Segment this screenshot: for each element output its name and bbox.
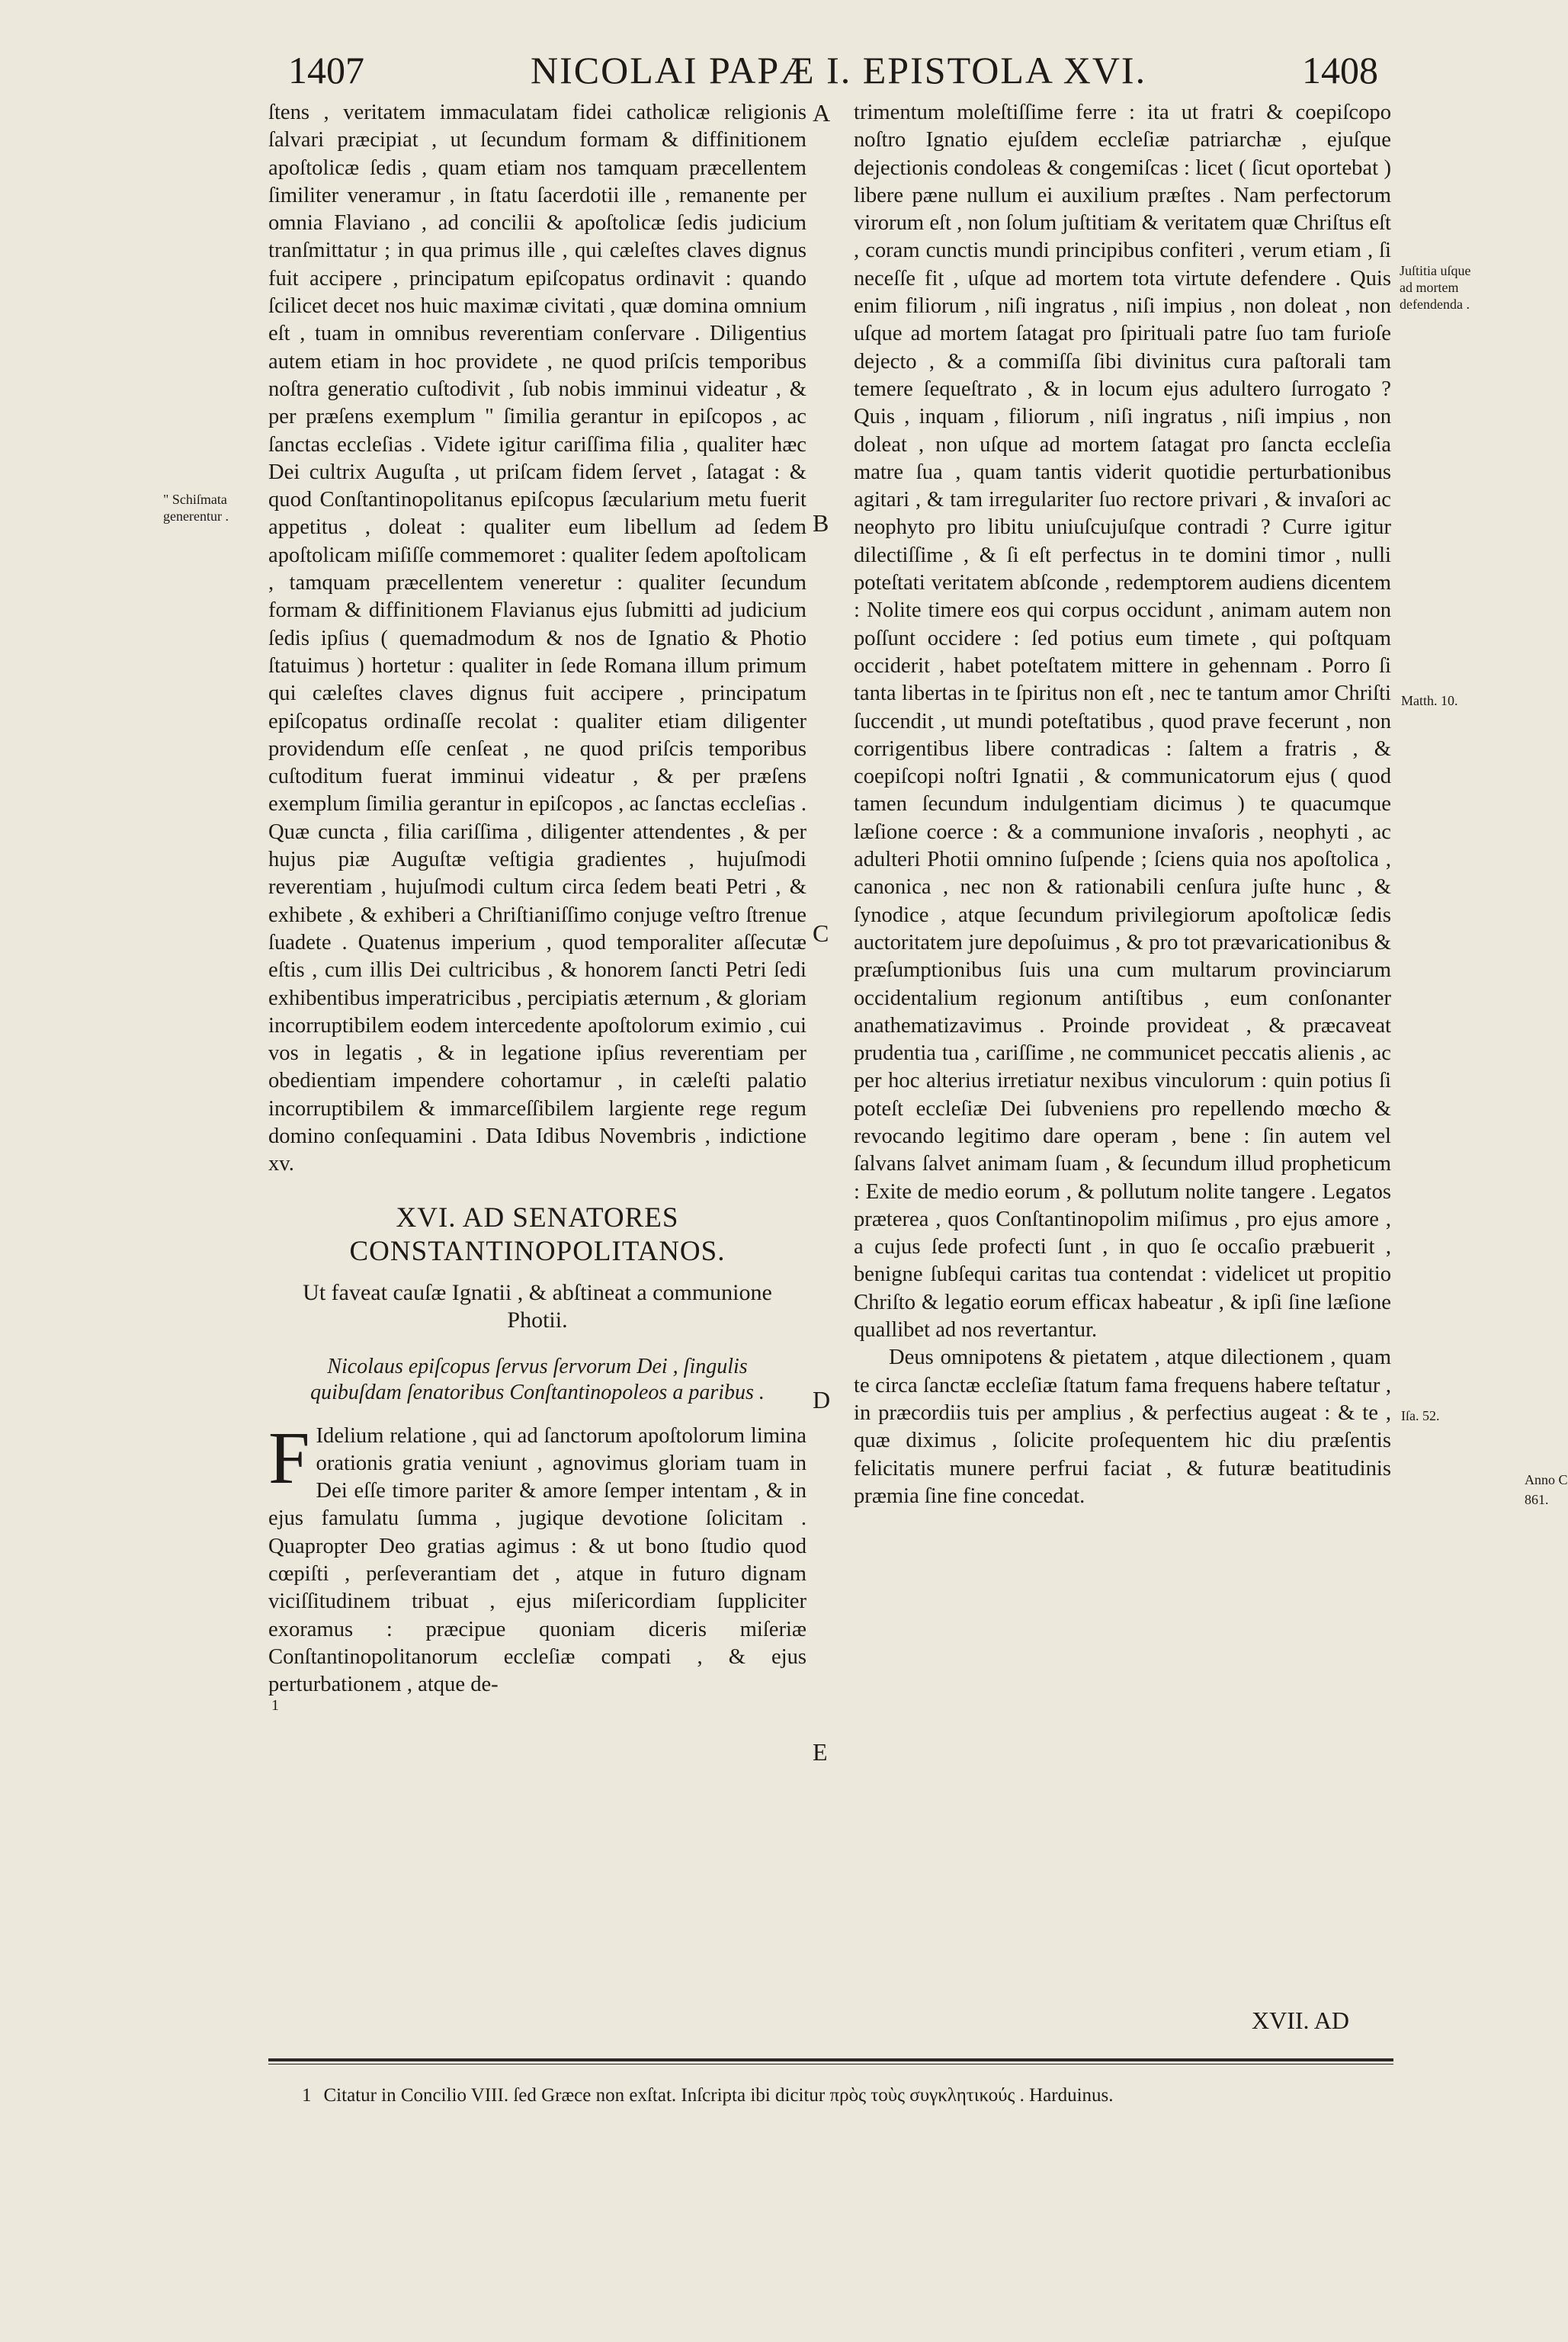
margin-note-isa: Iſa. 52. xyxy=(1401,1408,1440,1423)
margin-note-justitia: Juſtitia uſque ad mortem defendenda . xyxy=(1400,263,1471,312)
margin-note-anno-number: 861. xyxy=(1525,1492,1549,1507)
running-title: NICOLAI PAPÆ I. EPISTOLA XVI. xyxy=(531,49,1147,91)
footnote-rule xyxy=(268,2058,1393,2061)
section-subtitle: Ut faveat cauſæ Ignatii , & abſtineat a communione Photii. xyxy=(303,1279,772,1333)
right-paragraph-1: trimentum moleſtiſſime ferre : ita ut fratri & coepiſcopo noſtro Ignatio ejuſdem eccleſiæ patriarchæ , ejuſque dejectionis condoleas & congemiſcas : licet ( ſicut oportebat ) libere pæne nullum ei auxilium præſtes . Nam perfectorum virorum eſt , non ſolum juſtitiam & veritatem quæ Chriſtus eſt , coram cunctis mundi principibus confiteri , verum etiam , ſi neceſſe fit , uſque ad mortem tota virtute defendere . Quis enim filiorum , niſi ingratus , niſi impius , non doleat , non uſque ad mortem ſatagat pro ſpirituali patre ſuo tam furioſe dejecto , & a commiſſa ſibi divinitus cura paſtorali tam temere ſequeſtrato , & in locum ejus adultero ſurrogato ? Quis , inquam , filiorum , niſi ingratus , niſi impius , non doleat , non uſque ad mortem ſatagat pro ſancta eccleſia matre ſua , quam tantis viderit quotidie perturbationibus agitari , & tam irregulariter ſuo rectore privari , & invaſori ac neophyto pro libitu uniuſcujuſque contradi ? Curre igitur dilectiſſime , & ſi eſt perfectus in te domini timor , nulli poteſtati veritatem abſconde , redemptorem audiens dicentem : Nolite timere eos qui corpus occidunt , animam autem non poſſunt occidere : ſed potius eum timete , qui poſtquam occiderit , habet poteſtatem mittere in gehennam . Porro ſi tanta libertas in te ſpiritus non eſt , nec te tantum amor Chriſti ſuccendit , ut mundi poteſtatibus , quod prave fecerunt , non corrigentibus libere contradicas : ſaltem a fratris , & coepiſcopi noſtri Ignatii , & communicatorum ejus ( quod tamen ſecundum indulgentiam dicimus ) te quacumque læſione coerce : & a communione invaſoris , neophyti , ac adulteri Photii omnino ſuſpende ; ſciens quia nos apoſtolica , canonica , nec non & rationabili cenſura juſte hunc , & ſynodice , atque ſecundum privilegiorum apoſtolicæ ſedis auctoritatem jure depoſuimus , & pro tot prævaricationibus & præſumptionibus ſuis una cum multarum provinciarum occidentalium regionum antiſtibus , eum conſonanter anathematizavimus . Proinde provideat , & præcaveat prudentia tua , cariſſime , ne communicet peccatis alienis , ac per hoc alterius irretiatur nexibus vinculorum : quin potius ſi poteſt eccleſiæ Dei ſubveniens pro repellendo mœcho & revocando legitimo dare operam , bene : ſin autem vel ſalvans ſalvet animam ſuam , & ſecundum illud propheticum : Exite de medio eorum , & pollutum nolite tangere . Legatos præterea , quos Conſtantinopolim miſimus , pro ejus amore , a cujus ſede profecti ſunt , in quo ſe occaſio præbuerit , benigne ſubſequi caritas tua contendat : videlicet ut propitio Chriſto & legatio eorum efficax habeatur , & ipſi ſine læſione quallibet ad nos revertantur. xyxy=(854,101,1391,1343)
section-letter-c: C xyxy=(813,919,829,947)
left-paragraph-1: ſtens , veritatem immaculatam fidei catholicæ religionis ſalvari præcipiat , ut ſecundum formam & diffinitionem apoſtolicæ ſedis , quam etiam nos tamquam præcellentem ſimiliter veneramur , in ſtatu ſacerdotii ille , remanente per omnia Flaviano , ad concilii & apoſtolicæ ſedis judicium tranſmittatur ; in qua primus ille , qui cæleſtes claves dignus fuit accipere , principatum epiſcopatus ordinavit : quando ſcilicet decet nos huic maximæ civitati , quæ domina omnium eſt , tuam in omnibus reverentiam conſervare . Diligentius autem etiam in hoc providete , ne quod priſcis temporibus noſtra generatio cuſtodivit , ſub nobis imminui videatur , & per præſens exemplum " ſimilia gerantur in epiſcopos , ac ſanctas eccleſias . Videte igitur cariſſima filia , qualiter hæc Dei cultrix Auguſta , ut priſcam fidem ſervet , ſatagat : & quod Conſtantinopolitanus epiſcopus ſæcularium metu fuerit appetitus , doleat : qualiter eum libellum ad ſedem apoſtolicam miſiſſe commemoret : qualiter ſedem apoſtolicam , tamquam præcellentem veneretur : qualiter ſecundum formam & diffinitionem Flavianus ejus ſubmitti ad judicium ſedis ipſius ( quemadmodum & nos de Ignatio & Photio ſtatuimus ) hortetur : qualiter in ſede Romana illum primum qui cæleſtes claves dignus fuit accipere , principatum epiſcopatus ordinaſſe recolat : qualiter etiam diligenter providendum eſſe cenſeat , ne quod priſcis temporibus cuſtoditum fuerat imminui videatur , & per præſens exemplum ſimilia gerantur in epiſcopos , ac ſanctas eccleſias . Quæ cuncta , filia cariſſima , diligenter attendentes , & per hujus piæ Auguſtæ veſtigia gradientes , hujuſmodi reverentiam , hujuſmodi cultum circa ſedem beati Petri , & exhibete , & exhiberi a Chriſtianiſſimo conjuge veſtro ſtrenue ſuadete . Quatenus imperium , quod temporaliter aſſecutæ eſtis , cum illis Dei cultricibus , & honorem ſancti Petri ſedi exhibentibus imperatricibus , percipiatis æternum , & gloriam incorruptibilem eodem intercedente apoſtolorum eximio , cui vos in legatis , & in legatione ipſius reverentiam per obedientiam impendere cohortamur , in cæleſti palatio incorruptibilem & immarceſſibilem largiente rege regum domino conſequamini . Data Idibus Novembris , indictione xv. xyxy=(268,101,806,1176)
section-letter-b: B xyxy=(813,509,829,537)
margin-note-schismata: " Schiſmata generentur . xyxy=(163,492,229,524)
catchword: XVII. AD xyxy=(1252,2007,1349,2034)
left-paragraph-2 xyxy=(268,1416,806,1699)
footnote xyxy=(302,2083,1114,2109)
right-column xyxy=(854,99,1391,1510)
section-letter-e: E xyxy=(813,1738,828,1766)
margin-note-matth: Matth. 10. xyxy=(1401,693,1458,708)
left-column xyxy=(268,99,806,1699)
right-paragraph-2: Deus omnipotens & pietatem , atque dilectionem , quam te circa ſanctæ eccleſiæ ſtatum fama frequens habere teſtatur , in præcordiis tuis per amplius , & perfectius augeat : & te , quæ diximus , ſolicite proſequentem hic diu præſentis felicitatis munere perfrui faciat , & futuræ beatitudinis præmia ſine fine concedat. xyxy=(854,1346,1391,1508)
footnote-number: 1 xyxy=(302,2085,312,2106)
footnote-text: Citatur in Concilio VIII. ſed Græce non exſtat. Inſcripta ibi dicitur πρὸς τοὺς συγκλητικούς . Harduinus. xyxy=(323,2085,1114,2106)
page-number-right: 1408 xyxy=(1302,49,1378,91)
section-letter-d: D xyxy=(813,1386,831,1413)
section-heading: XVI. AD SENATORES CONSTANTINOPOLITANOS. xyxy=(349,1201,726,1267)
page-number-left: 1407 xyxy=(288,49,364,91)
drop-cap: F xyxy=(268,1416,310,1500)
footnote-marker: 1 xyxy=(271,1697,279,1714)
salutation: Nicolaus epiſcopus ſervus ſervorum Dei , ſingulis quibuſdam ſenatoribus Conſtantinopoleos a paribus . xyxy=(310,1354,765,1404)
section-letter-a: A xyxy=(813,99,831,127)
left-paragraph-2-text: Idelium relatione , qui ad ſanctorum apoſtolorum limina orationis gratia veniunt , agnovimus gloriam tuam in Dei eſſe timore pariter & amore ſemper intentam , & in ejus famulatu ſumma , jugique devotione ſolicitam . Quapropter Deo gratias agimus : & ut bono ſtudio quod cœpiſti , perſeverantiam det , atque in futuro dignam viciſſitudinem tribuat , ejus miſericordiam ſuppliciter exoramus : præcipue quoniam diceris miſeriæ Conſtantinopolitanorum eccleſiæ compati , & ejus perturbationem , atque de- xyxy=(268,1423,806,1697)
margin-note-anno: Anno C xyxy=(1525,1472,1568,1487)
